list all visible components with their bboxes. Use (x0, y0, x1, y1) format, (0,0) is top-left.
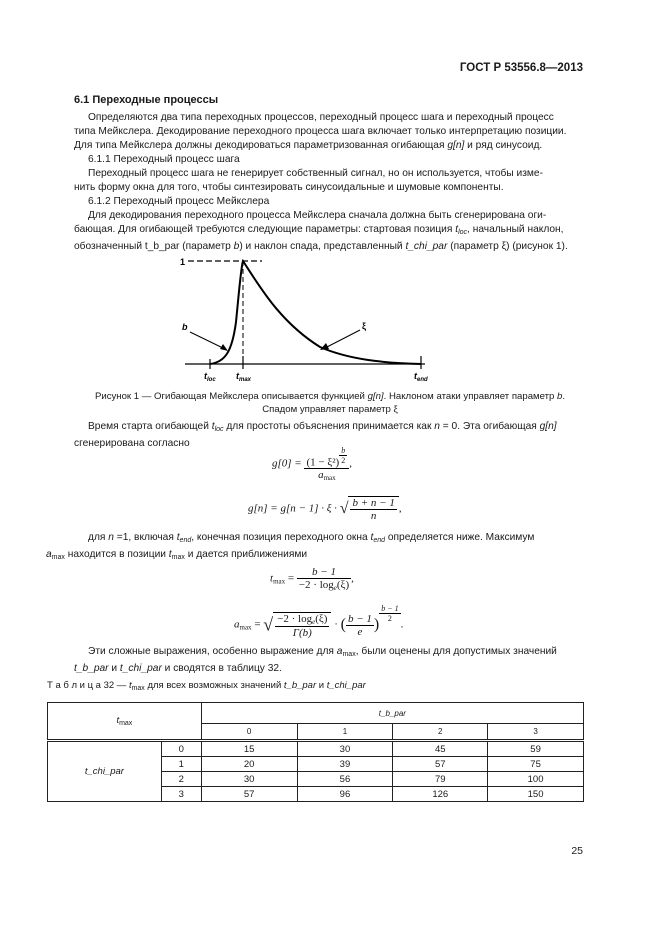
table-row-key: 1 (161, 757, 201, 772)
page-number: 25 (571, 845, 583, 857)
label-one: 1 (180, 257, 186, 267)
figure-caption: Рисунок 1 — Огибающая Мейкслера описывается функцией g[n]. Наклоном атаки управляет параметр b. Спадом управляет параметр ξ (94, 391, 566, 415)
arrowhead-b (220, 344, 228, 351)
paragraph-maximum: для n =1, включая $t_{end}$, конечная позиция переходного окна $t_{end}$ определяется ниже. Максимум $a_{max}$ находится в позиции $t_{max}$ и дается приближениями (46, 532, 535, 561)
label-tend: $t_{end}$ (414, 371, 428, 383)
table-row-key: 3 (161, 787, 201, 802)
table-col-header: 0 (201, 724, 297, 741)
table-col-header: 3 (488, 724, 584, 741)
table-caption: Т а б л и ц а 32 — $t_{max}$ для всех возможных значений t_b_par и t_chi_par (47, 680, 366, 692)
table-cell: 75 (488, 757, 584, 772)
table-cell: 57 (201, 787, 297, 802)
subsection-6-1-1: 6.1.1 Переходный процесс шага (88, 154, 240, 165)
label-tloc: $t_{loc}$ (204, 371, 216, 383)
formula-g0: g[0] = (1 − ξ²) $^{\frac{b}{2}}$ $a_{max}$ , (272, 446, 352, 483)
formula-gn: g[n] = g[n − 1] · ξ · √ $\frac{b + n - 1}{n}$ , (248, 497, 402, 522)
paragraph-intro: Определяются два типа переходных процессов, переходный процесс шага и переходный процесс типа Мейкслера. Декодирование переходного процесса шага включает только интерпретацию позиции. Для типа Мейкслера должны декодироваться параметризованная огибающая g[n] и ряд синусоид. (74, 112, 567, 151)
table-row (48, 741, 584, 757)
table-cell: 56 (297, 772, 393, 787)
table-corner-header: $t_{max}$ (48, 703, 202, 741)
paragraph-start-time: Время старта огибающей $t_{loc}$ для простоты объяснения принимается как n = 0. Эта огибающая g[n] сгенерирована согласно (74, 421, 557, 449)
table-cell: 45 (393, 741, 488, 757)
table-cell: 126 (393, 787, 488, 802)
table-row-key: 2 (161, 772, 201, 787)
label-b: b (182, 322, 188, 332)
table-col-header: 1 (297, 724, 393, 741)
table-cell: 39 (297, 757, 393, 772)
table-row-group-header: t_chi_par (48, 741, 162, 802)
formula-tmax: $t_{max}$ = $\frac{b - 1}{-2 \cdot \log_e(\xi)}$ , (270, 566, 354, 592)
table-col-group-header: t_b_par (201, 703, 583, 724)
table-cell: 30 (297, 741, 393, 757)
table-cell: 150 (488, 787, 584, 802)
paragraph-evaluated: Эти сложные выражения, особенно выражение для $a_{max}$, были оценены для допустимых значений t_b_par и t_chi_par и сводятся в таблицу 32. (74, 646, 557, 674)
table-row-key: 0 (161, 741, 201, 757)
formula-amax: $a_{max}$ = √ $\frac{-2 \cdot \log_e(\xi)}{\Gamma(b)}$ · ( $\frac{b - 1}{e}$ ) $^{\frac{b - 1}{2}}$ . (234, 604, 404, 639)
paragraph-step: Переходный процесс шага не генерирует собственный сигнал, но он используется, чтобы изме- нить форму окна для того, чтобы синтезировать синусоидальные и шумовые компоненты. (74, 168, 543, 193)
table-cell: 57 (393, 757, 488, 772)
section-title: 6.1 Переходные процессы (74, 94, 219, 106)
arrow-b (190, 332, 225, 349)
table-cell: 30 (201, 772, 297, 787)
paragraph-meixler: Для декодирования переходного процесса Мейкслера сначала должна быть сгенерирована оги- бающая. Для огибающей требуются следующие параметры: стартовая позиция $t_{loc}$, начальный наклон, обозначенный t_b_par (параметр b) и наклон спада, представленный t_chi_par (параметр ξ) (рисунок 1). (74, 210, 568, 252)
arrow-xi (325, 330, 360, 348)
label-xi: ξ (362, 321, 367, 331)
tmax-table (47, 702, 584, 802)
table-cell: 20 (201, 757, 297, 772)
table-col-header: 2 (393, 724, 488, 741)
table-cell: 15 (201, 741, 297, 757)
meixler-envelope-figure (170, 252, 440, 386)
envelope-curve (210, 261, 421, 364)
table-cell: 100 (488, 772, 584, 787)
table-cell: 59 (488, 741, 584, 757)
subsection-6-1-2: 6.1.2 Переходный процесс Мейкслера (88, 196, 270, 207)
table-cell: 79 (393, 772, 488, 787)
label-tmax: $t_{max}$ (236, 371, 252, 383)
table-cell: 96 (297, 787, 393, 802)
standard-number: ГОСТ Р 53556.8—2013 (459, 62, 583, 74)
